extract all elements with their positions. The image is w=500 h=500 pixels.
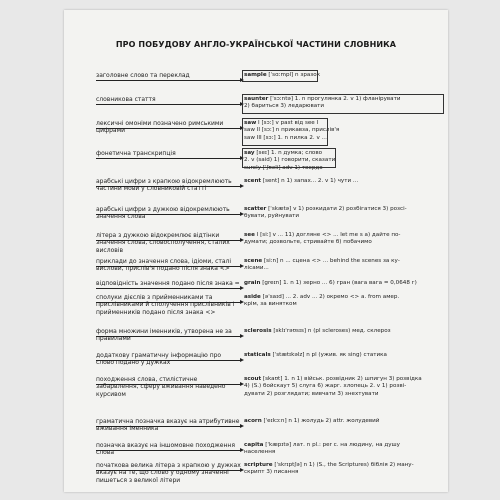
headword: capita: [244, 442, 264, 448]
annotation-text: граматична позначка вказує на атрибутивне вживання іменника: [96, 418, 240, 433]
entry-example-line: saw II [sɔː] n прикавза, прислів'я: [244, 127, 340, 134]
entry-example: [244, 418, 444, 425]
headword: acorn: [244, 418, 262, 424]
annotation-text: початкова велика літера з крапкою у дужках вказує на те, що слово у одному значенні пишеться з великої літери: [96, 462, 241, 484]
annotation-text: сполуки дієслів з прийменниками та прислівниками й сполучення прислівників і прийменників подано після знака <>: [96, 294, 235, 316]
headword: grain: [244, 280, 261, 286]
pointer-line: [96, 266, 240, 267]
page-title: ПРО ПОБУДОВУ АНГЛО-УКРАЇНСЬКОЇ ЧАСТИНИ СЛОВНИКА: [115, 40, 397, 49]
headword: scatter: [244, 206, 267, 212]
entry-example-line: grain [greɪn] 1. n 1) зерно ... 6) гран (вага вага = 0,0648 г): [244, 280, 417, 286]
annotation-text: приклади до значення слова, ідіоми, сталі вислови, прислів'я подано після знака <>: [96, 258, 232, 273]
entry-example-line: скрипт 3) писання: [244, 469, 299, 476]
headword: sclerosis: [244, 328, 272, 334]
pointer-line: [96, 240, 240, 241]
pointer-line: [96, 426, 240, 427]
pointer-line: [96, 336, 240, 337]
entry-example: [244, 462, 444, 477]
entry-example-line: staticals [ˈstætɪkəlz] n pl (ужив. як sing) статика: [244, 352, 387, 358]
annotation-text: арабські цифри з дужкою відокремлюють значення слова: [96, 206, 230, 221]
entry-example-line: scatter [ˈskætə] v 1) розкидати 2) розбігатися 3) розсі-: [244, 206, 407, 212]
annotation-text: додаткову граматичну інформацію про слово подано у дужках: [96, 352, 222, 367]
entry-example-line: sample [ˈsɑːmpl] n зразок: [244, 72, 321, 78]
entry-example-line: scout [skaʊt] 1. n 1) військ. розвідник 2) шпигун 3) розвідка: [244, 376, 422, 382]
pointer-line: [96, 80, 240, 81]
pointer-line: [96, 360, 240, 361]
entry-example: [244, 376, 444, 398]
pointer-line: [96, 384, 240, 385]
entry-example-line: sclerosis [sklɪˈrəʊsɪs] n (pl scleroses) мед. склероз: [244, 328, 391, 334]
entry-example: [244, 328, 444, 335]
annotation-text: походження слова, стилістичне забарвлення, сферу вживання наведено курсивом: [96, 376, 226, 398]
highlight-frame: [242, 118, 328, 146]
headword: scene: [244, 258, 263, 264]
entry-example-line: бувати, руйнувати: [244, 213, 300, 220]
entry-example-line: aside [əˈsaɪd] ... 2. adv ... 2) окремо <> a. from амер.: [244, 294, 400, 300]
headword: scout: [244, 376, 262, 382]
headword: aside: [244, 294, 261, 300]
annotation-text: арабські цифри з крапкою відокремлюють частини мови у словниковій статті: [96, 178, 232, 193]
entry-example-line: scene [siːn] n ... сцена <> ... behind the scenes за ку-: [244, 258, 400, 264]
headword: scent: [244, 178, 262, 184]
headword: say: [244, 150, 255, 156]
annotation-text: заголовне слово та переклад: [96, 72, 190, 79]
entry-example-line: 4) (S.) бойскаут 5) слуга 6) жарг. хлопець 2. v 1) розві-: [244, 383, 407, 390]
highlight-frame: [242, 94, 444, 114]
headword: sample: [244, 72, 267, 78]
entry-example-line: крім, за винятком: [244, 301, 297, 308]
pointer-line: [96, 470, 240, 471]
entry-example-line: saunter [ˈsɔːntə] 1. n прогулянка 2. v 1) фланірувати: [244, 96, 401, 102]
entry-example-line: surely [ˈʃʊəli] adv 1) твердо: [244, 164, 323, 171]
entry-example: [244, 258, 444, 273]
entry-example-line: see I [siː] v ... 11) догляне <> ... let me s a) дайте по-: [244, 232, 401, 238]
entry-example-line: scent [sent] n 1) запах... 2. v 1) чути ...: [244, 178, 359, 184]
entry-example-line: 2. v (said) 1) говорити, сказати: [244, 157, 336, 164]
entry-example-line: населення: [244, 449, 276, 456]
entry-example: [244, 178, 444, 185]
entry-example-line: scripture [ˈskrɪptʃə] n 1) (S., the Scriptures) біблія 2) ману-: [244, 462, 414, 468]
entry-example-line: saw I [sɔː] v past від see I: [244, 120, 319, 126]
entry-example-line: acorn [ˈeɪkɔːn] n 1) жолудь 2) attr. жолудевий: [244, 418, 380, 424]
entry-example-line: дувати 2) розглядати; вивчати 3) знехтувати: [244, 390, 379, 397]
entry-example-line: 2) бариться 3) ледарювати: [244, 103, 325, 110]
headword: staticals: [244, 352, 271, 358]
entry-example-line: думати; дозвольте, стривайте б) побачимо: [244, 239, 372, 246]
pointer-line: [96, 158, 240, 159]
highlight-frame: [242, 70, 318, 82]
pointer-line: [96, 214, 240, 215]
highlight-frame: [242, 148, 336, 168]
annotation-text: форма множини іменників, утворена не за правилами: [96, 328, 232, 343]
entry-example: [244, 280, 444, 287]
pointer-line: [96, 302, 240, 303]
annotation-text: літера з дужкою відокремлює відтінки значення слова, словосполучення, сталих висловів: [96, 232, 230, 254]
pointer-line: [96, 288, 240, 289]
entry-example-line: capita [ˈkæpɪtə] лат. n pl.: per c. на людину, на душу: [244, 442, 400, 448]
annotation-text: фонетична транскрипція: [96, 150, 176, 157]
entry-example: [244, 352, 444, 359]
annotation-text: лексичні омоніми позначено римськими цифрами: [96, 120, 224, 135]
pointer-line: [96, 128, 240, 129]
headword: saunter: [244, 96, 269, 102]
entry-example: [244, 206, 444, 221]
pointer-line: [96, 450, 240, 451]
entry-example-line: лісами...: [244, 265, 269, 272]
annotation-text: словникова стаття: [96, 96, 156, 103]
headword: scripture: [244, 462, 273, 468]
entry-example-line: saw III [sɔː] 1. n пилка 2. v ...: [244, 134, 327, 141]
entry-example: [244, 442, 444, 457]
pointer-line: [96, 104, 240, 105]
annotation-text: позначка вказує на іншомовне походження слова: [96, 442, 235, 457]
headword: see: [244, 232, 255, 238]
entry-example-line: say [seɪ] 1. n думка; слово: [244, 150, 323, 156]
annotation-text: відповідність значення подано після знака =: [96, 280, 240, 287]
dictionary-page: [64, 10, 448, 492]
headword: saw: [244, 120, 257, 126]
entry-example: [244, 232, 444, 247]
pointer-line: [96, 186, 240, 187]
entry-example: [244, 294, 444, 309]
